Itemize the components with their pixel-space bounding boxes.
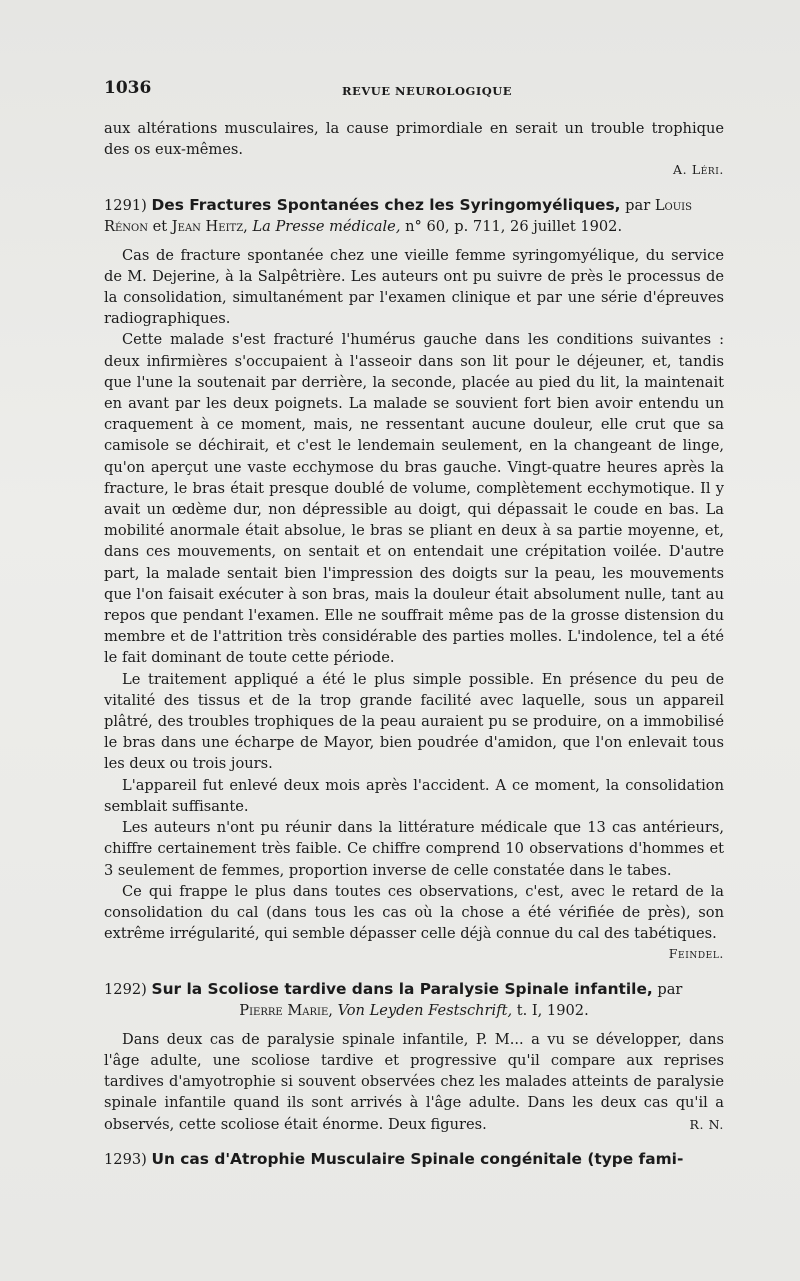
carryover-paragraph: aux altérations musculaires, la cause primordiale en serait un trouble trophique des os eux-mêmes. <box>104 120 724 159</box>
page-number: 1036 <box>104 78 152 98</box>
author-name: Pierre Marie, <box>239 1001 333 1019</box>
body-paragraph: Cas de fracture spontanée chez une vieille femme syringomyélique, du service de M. Dejerine, à la Salpêtrière. Les auteurs ont pu suivre de près le processus de la consolidation, simultanément par l'examen clinique et par une série d'épreuves radiographiques. <box>104 246 724 328</box>
entry-1292-heading: 1292) Sur la Scoliose tardive dans la Paralysie Spinale infantile, par <box>104 979 683 998</box>
page-content <box>104 118 724 1170</box>
entry-number: 1291) <box>104 196 147 214</box>
entry-1292-citation <box>104 1000 724 1021</box>
running-title: REVUE NEUROLOGIQUE <box>342 84 513 98</box>
entry-1293-heading <box>104 1149 724 1170</box>
body-paragraph: L'appareil fut enlevé deux mois après l'accident. A ce moment, la consolidation semblait suffisante. <box>104 776 724 815</box>
body-paragraph: Les auteurs n'ont pu réunir dans la littérature médicale que 13 cas antérieurs, chiffre certainement très faible. Ce chiffre comprend 10 observations d'hommes et 3 seulement de femmes, proportion inverse de celle constatée dans le tabes. <box>104 819 724 879</box>
signature-leri: A. Léri. <box>673 162 724 178</box>
signature-feindel: Feindel. <box>668 946 724 962</box>
signature-rn: R. N. <box>689 1116 724 1132</box>
author-name: Jean Heitz, <box>171 217 248 235</box>
entry-1292 <box>104 979 724 1135</box>
body-paragraph: Cette malade s'est fracturé l'humérus gauche dans les conditions suivantes : deux infirmières s'occupaient à l'asseoir dans son lit pour le déjeuner, et, tandis que l'une la soutenait par derrière, la seconde, placée au pied du lit, la maintenait en avant par les deux poignets. La malade se souvient fort bien avoir entendu un craquement à ce moment, mais, ne ressentant aucune douleur, elle crut que sa camisole se déchirait, et c'est le lendemain seulement, en la changeant de linge, qu'on aperçut une vaste ecchymose du bras gauche. Vingt-quatre heures après la fracture, le bras était presque doublé de volume, complètement ecchymotique. Il y avait un œdème dur, non dépressible au doigt, qui dépassait le coude en bas. La mobilité anormale était absolue, le bras se pliant en deux à sa partie moyenne, et, dans ces mouvements, on sentait et on entendait une crépitation voilée. D'autre part, la malade sentait bien l'impression des doigts sur la peau, les mouvements que l'on faisait exécuter à son bras, mais la douleur était absolument nulle, tant au repos que pendant l'examen. Elle ne souffrait même pas de la grosse distension du membre et de l'attrition très considérable des parties molles. L'indolence, tel a été le fait dominant de toute cette période. <box>104 331 724 667</box>
body-paragraph: Le traitement appliqué a été le plus simple possible. En présence du peu de vitalité des tissus et de la trop grande facilité avec laquelle, sous un appareil plâtré, des troubles trophiques de la peau auraient pu se produire, on a immobilisé le bras dans une écharpe de Mayor, bien poudrée d'amidon, que l'on enlevait tous les deux ou trois jours. <box>104 670 724 773</box>
citation-ref: n° 60, p. 711, 26 juillet 1902. <box>405 217 623 235</box>
journal-name: La Presse médicale, <box>252 217 401 235</box>
journal-name: Von Leyden Festschrift, <box>337 1001 513 1019</box>
body-paragraph: Ce qui frappe le plus dans toutes ces observations, c'est, avec le retard de la consolidation du cal (dans tous les cas où la chose a été vérifiée de près), son extrême irrégularité, qui semble dépasser celle déjà connue du cal des tabétiques. <box>104 882 724 943</box>
entry-title: Des Fractures Spontanées chez les Syringomyéliques, <box>151 195 621 214</box>
entry-1291-body <box>104 245 724 945</box>
body-paragraph: Dans deux cas de paralysie spinale infantile, P. M... a vu se développer, dans l'âge adulte, une scoliose tardive et progressive qu'il compare aux reprises tardives d'amyotrophie si souvent observées chez les malades atteints de paralysie spinale infantile quand ils sont arrivés à l'âge adulte. Dans les deux cas qu'il a observés, cette scoliose était énorme. Deux figures. <box>104 1030 724 1133</box>
author-name: Louis Rénon <box>104 196 692 235</box>
entry-title: Sur la Scoliose tardive dans la Paralysie Spinale infantile, <box>151 979 653 998</box>
citation-ref: t. I, 1902. <box>516 1001 589 1019</box>
entry-1293 <box>104 1149 724 1170</box>
entry-1291 <box>104 195 724 965</box>
entry-1291-heading: 1291) Des Fractures Spontanées chez les Syringomyéliques, par Louis Rénon et Jean Heitz, La Presse médicale, n° 60, p. 711, 26 juillet 1902. <box>104 195 692 235</box>
entry-number: 1293) <box>104 1150 147 1168</box>
page-header <box>104 78 724 102</box>
entry-number: 1292) <box>104 980 147 998</box>
entry-title: Un cas d'Atrophie Musculaire Spinale congénitale (type fami- <box>151 1149 684 1168</box>
